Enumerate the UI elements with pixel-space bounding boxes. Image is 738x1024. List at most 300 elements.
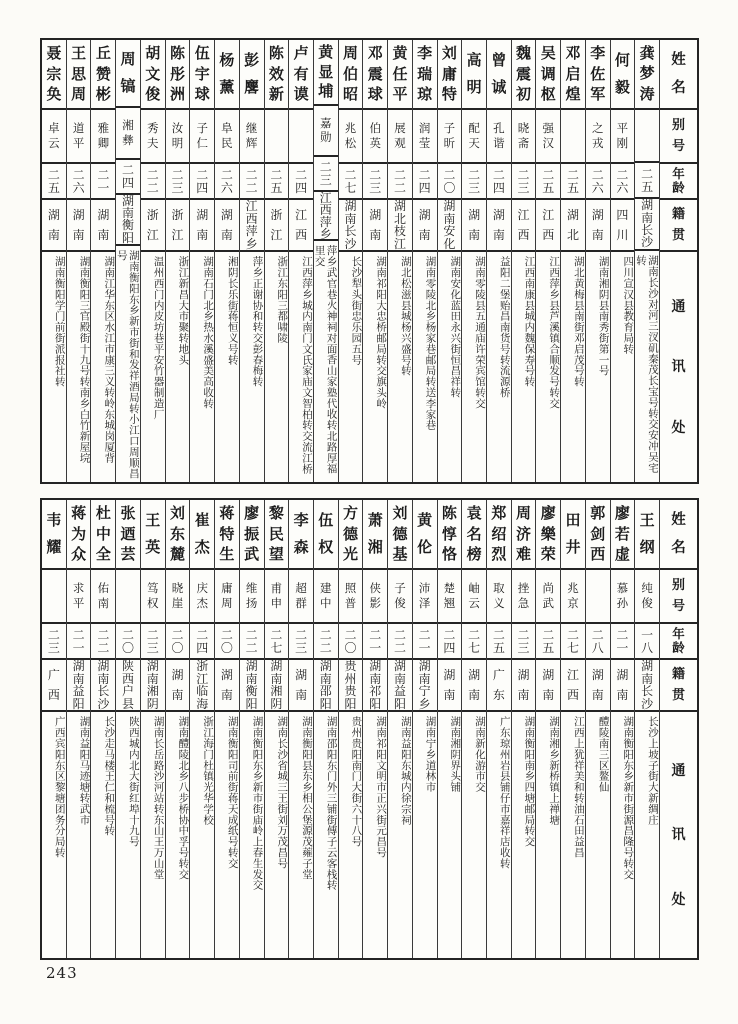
glyph: 〇	[171, 640, 184, 655]
glyph: 惇	[441, 524, 457, 543]
glyph: 方	[343, 503, 359, 522]
glyph: 南	[492, 228, 505, 243]
person-native	[141, 200, 165, 252]
glyph: 二	[122, 163, 135, 178]
person-alias	[67, 570, 91, 624]
person-native	[413, 660, 437, 712]
person-column	[362, 40, 387, 482]
person-name	[388, 40, 412, 110]
glyph: 众	[71, 545, 87, 564]
glyph: 江	[245, 200, 258, 214]
glyph: 权	[147, 595, 159, 610]
glyph: 衡	[122, 218, 135, 233]
glyph: 湖	[369, 660, 382, 674]
person-age	[190, 164, 214, 200]
person-alias	[190, 110, 214, 164]
glyph: 二	[542, 167, 555, 182]
glyph: 佐	[590, 64, 606, 83]
person-age	[487, 624, 511, 660]
person-address: 湖南宁乡道林市	[424, 716, 437, 793]
glyph: 湖	[616, 667, 629, 682]
glyph: 南	[517, 688, 530, 703]
glyph: 迺	[120, 524, 136, 543]
glyph: 南	[418, 228, 431, 243]
person-address: 湖南安化蓝田永兴街恒昌祥转	[449, 256, 462, 398]
glyph: 耀	[46, 538, 62, 557]
person-name	[289, 40, 313, 110]
glyph: 六	[220, 180, 233, 195]
glyph: 沙	[641, 696, 654, 711]
glyph: 浙	[196, 660, 209, 674]
person-name	[487, 500, 511, 570]
glyph: 麓	[169, 545, 185, 564]
person-age	[635, 624, 659, 660]
glyph: 申	[270, 595, 283, 610]
person-age	[635, 163, 659, 199]
glyph: 琼	[417, 85, 433, 104]
glyph: 为	[71, 524, 87, 543]
glyph: 八	[641, 640, 654, 655]
glyph: 黎	[268, 503, 284, 522]
person-name	[91, 500, 115, 570]
glyph: 二	[591, 627, 604, 642]
glyph: 济	[516, 524, 532, 543]
person-native	[487, 660, 511, 712]
glyph: 浙	[171, 207, 184, 222]
glyph: 李	[417, 43, 433, 62]
glyph: 湖	[393, 660, 406, 674]
person-age	[611, 624, 635, 660]
glyph: 俊	[394, 595, 406, 610]
person-column	[140, 40, 165, 482]
glyph: 二	[369, 167, 382, 182]
glyph: 阳	[369, 696, 382, 711]
glyph: 姓	[671, 511, 686, 528]
glyph: 二	[72, 167, 85, 182]
glyph: 伍	[318, 510, 334, 529]
person-alias	[116, 570, 140, 624]
glyph: 浙	[146, 207, 159, 222]
person-alias	[265, 570, 289, 624]
person-alias	[166, 110, 190, 164]
person-alias	[339, 570, 363, 624]
glyph: 杜	[95, 503, 111, 522]
person-address: 湖南邵阳东门外三铺街傅子云客栈转	[325, 716, 338, 891]
person-alias	[289, 110, 313, 164]
glyph: 二	[220, 167, 233, 182]
glyph: 挫	[517, 581, 530, 595]
person-age	[215, 164, 239, 200]
person-address: 四川宣汉县教育局转	[622, 256, 635, 355]
glyph: 西	[517, 228, 530, 243]
glyph: 建	[320, 581, 332, 595]
person-name	[67, 500, 91, 570]
glyph: 年	[672, 165, 685, 181]
glyph: 南	[641, 671, 654, 686]
glyph: 湖	[245, 660, 258, 674]
glyph: 刚	[616, 135, 629, 150]
glyph: 卢	[293, 43, 309, 62]
glyph: 湖	[591, 207, 604, 222]
glyph: 军	[590, 85, 606, 104]
person-name	[166, 40, 190, 110]
glyph: 二	[122, 627, 135, 642]
person-column	[634, 500, 659, 958]
glyph: 五	[542, 640, 555, 655]
person-name	[240, 40, 264, 110]
person-age	[413, 624, 437, 660]
person-address: 湖南衡阳南乡四塘邮局转交	[523, 716, 536, 847]
person-age	[314, 624, 338, 660]
glyph: 邓	[565, 43, 581, 62]
glyph: 二	[566, 167, 579, 182]
glyph: 二	[517, 167, 530, 182]
glyph: 镐	[120, 76, 136, 95]
person-address: 长沙犁头街忠乐园五号	[350, 256, 363, 365]
person-alias	[240, 110, 264, 164]
person-name	[635, 40, 659, 110]
person-column	[461, 500, 486, 958]
person-native	[487, 200, 511, 252]
glyph: 五	[566, 180, 579, 195]
header-name-label	[660, 500, 697, 570]
glyph: 二	[492, 167, 505, 182]
glyph: 义	[493, 595, 505, 610]
glyph: 二	[171, 627, 184, 642]
glyph: 名	[671, 538, 686, 556]
person-name	[116, 500, 140, 570]
glyph: 泽	[418, 595, 431, 610]
glyph: 伯	[343, 64, 359, 83]
glyph: 讯	[671, 359, 686, 375]
glyph: 纲	[639, 538, 655, 557]
glyph: 廖	[614, 503, 630, 522]
person-alias	[388, 570, 412, 624]
person-alias	[635, 110, 659, 164]
glyph: 洲	[169, 85, 185, 104]
glyph: 北	[566, 228, 579, 243]
person-address: 湖南衡阳东乡新市街庙岭上春生发交	[251, 716, 264, 891]
glyph: 道	[72, 121, 85, 135]
glyph: 阴	[146, 696, 159, 711]
person-native	[215, 660, 239, 712]
glyph: 湖	[295, 667, 308, 682]
person-age	[339, 624, 363, 660]
glyph: 四	[122, 176, 135, 191]
person-native	[462, 200, 486, 252]
glyph: 七	[468, 640, 481, 655]
person-age	[91, 164, 115, 200]
glyph: 六	[591, 180, 604, 195]
glyph: 湘	[122, 118, 134, 133]
glyph: 西	[566, 688, 579, 703]
glyph: 刘	[392, 503, 408, 522]
glyph: 广	[47, 667, 60, 682]
glyph: 汉	[542, 135, 555, 150]
glyph: 一	[72, 640, 85, 655]
person-address: 湘阴长乐街蒋恒义号转	[226, 256, 239, 365]
glyph: 武	[542, 595, 555, 610]
glyph: 中	[95, 524, 111, 543]
glyph: 俊	[641, 595, 653, 610]
glyph: 王	[145, 510, 161, 529]
glyph: 二	[566, 627, 579, 642]
person-alias	[512, 110, 536, 164]
person-name	[190, 500, 214, 570]
glyph: 宁	[418, 684, 431, 699]
glyph: 阳	[122, 230, 135, 245]
person-age	[561, 164, 585, 200]
person-column	[165, 500, 190, 958]
glyph: 调	[540, 64, 556, 83]
glyph: 南	[369, 671, 382, 686]
person-address: 浙江新昌大市聚转地头	[177, 256, 190, 365]
person-native	[611, 200, 635, 252]
glyph: 二	[220, 627, 233, 642]
person-age	[91, 624, 115, 660]
person-column	[214, 500, 239, 958]
glyph: 民	[268, 524, 284, 543]
glyph: 一	[641, 627, 654, 642]
glyph: 江	[319, 191, 332, 205]
glyph: 廖	[244, 503, 260, 522]
glyph: 二	[146, 627, 159, 642]
header-native-label	[660, 660, 697, 712]
glyph: 超	[295, 581, 307, 595]
glyph: 湖	[468, 667, 481, 682]
person-column	[214, 40, 239, 482]
glyph: 长	[344, 224, 357, 239]
person-address: 湖南长岳路沙河站转东山王万山堂	[152, 716, 165, 880]
glyph: 二	[393, 167, 406, 182]
person-age	[166, 624, 190, 660]
glyph: 名	[466, 524, 482, 543]
person-address: 江西南康县城内魏保寿号转	[523, 256, 536, 387]
glyph: 益	[393, 684, 406, 699]
person-alias	[413, 110, 437, 164]
glyph: 七	[344, 180, 357, 195]
person-native	[289, 200, 313, 252]
glyph: 二	[72, 627, 85, 642]
glyph: 生	[219, 545, 235, 564]
glyph: 芸	[120, 545, 136, 564]
person-column	[412, 40, 437, 482]
glyph: 周	[343, 43, 359, 62]
person-name	[536, 40, 560, 110]
person-column	[165, 40, 190, 482]
glyph: 群	[295, 595, 307, 610]
glyph: 曾	[491, 50, 507, 69]
person-column	[560, 500, 585, 958]
glyph: 八	[591, 640, 604, 655]
glyph: 刘	[169, 503, 185, 522]
person-address: 湖南衡阳司前街蒋天成纸号转交	[226, 716, 239, 869]
person-name	[67, 40, 91, 110]
person-address: 湖南零陵县五通庙许荣宾馆转交	[473, 256, 486, 409]
glyph: 南	[220, 688, 233, 703]
person-native	[314, 660, 338, 712]
person-native	[339, 200, 363, 252]
person-alias	[462, 110, 486, 164]
glyph: 二	[468, 627, 481, 642]
person-name	[190, 40, 214, 110]
glyph: 昭	[343, 85, 359, 104]
glyph: 急	[517, 595, 530, 610]
person-age	[116, 160, 140, 195]
glyph: 难	[516, 545, 532, 564]
glyph: 樂	[540, 524, 556, 543]
person-native	[67, 200, 91, 252]
person-native	[462, 660, 486, 712]
person-alias	[314, 106, 338, 157]
glyph: 王	[71, 43, 87, 62]
glyph: 二	[245, 180, 258, 195]
glyph: 〇	[122, 640, 135, 655]
glyph: 楚	[443, 581, 456, 595]
glyph: 湖	[270, 660, 283, 674]
person-name	[363, 500, 387, 570]
glyph: 田	[565, 510, 581, 529]
glyph: 二	[245, 640, 258, 655]
glyph: 处	[671, 891, 686, 908]
person-column	[387, 40, 412, 482]
person-alias	[42, 570, 66, 624]
glyph: 南	[220, 228, 233, 243]
glyph: 杨	[219, 50, 235, 69]
glyph: 西	[590, 545, 606, 564]
header-native-label	[660, 200, 697, 252]
person-native	[388, 200, 412, 252]
glyph: 二	[97, 627, 110, 642]
person-age	[314, 157, 338, 191]
glyph: 二	[97, 167, 110, 182]
glyph: 〇	[220, 640, 233, 655]
glyph: 贯	[671, 688, 685, 703]
glyph: 胡	[145, 43, 161, 62]
glyph: 周	[120, 49, 136, 68]
person-name	[462, 500, 486, 570]
glyph: 刘	[441, 43, 457, 62]
glyph: 西	[542, 228, 555, 243]
glyph: 云	[48, 135, 60, 150]
glyph: 权	[318, 538, 334, 557]
glyph: 强	[542, 121, 555, 135]
person-address: 湖南江华东区水江市康三义转岭东城岗厦背	[103, 256, 116, 464]
person-column	[610, 40, 635, 482]
person-age	[141, 164, 165, 200]
glyph: 临	[196, 684, 209, 699]
glyph: 湖	[146, 660, 159, 674]
glyph: 彭	[244, 50, 260, 69]
glyph: 江	[566, 667, 579, 682]
glyph: 子	[196, 121, 208, 135]
person-native	[166, 200, 190, 252]
person-name	[141, 500, 165, 570]
glyph: 维	[245, 581, 258, 595]
glyph: 别	[671, 117, 685, 133]
glyph: 浙	[270, 207, 283, 222]
glyph: 俊	[145, 85, 161, 104]
person-alias	[91, 110, 115, 164]
glyph: 思	[71, 64, 87, 83]
person-alias	[42, 110, 66, 164]
person-native	[363, 200, 387, 252]
glyph: 四	[196, 640, 209, 655]
glyph: 吴	[540, 43, 556, 62]
glyph: 尚	[542, 581, 555, 595]
glyph: 西	[245, 211, 258, 226]
person-native	[141, 660, 165, 712]
glyph: 南	[542, 688, 555, 703]
glyph: 中	[320, 595, 332, 610]
header-alias-label	[660, 570, 697, 624]
glyph: 丘	[95, 43, 111, 62]
glyph: 三	[517, 640, 530, 655]
person-age	[289, 164, 313, 200]
person-column	[634, 40, 659, 482]
person-native	[635, 199, 659, 251]
glyph: 三	[47, 640, 60, 655]
person-native	[512, 660, 536, 712]
glyph: 贵	[344, 684, 357, 699]
person-address: 湖南石门北乡热水溪盛美高收转	[202, 256, 215, 409]
person-address: 萍乡正谢协和转交彭春梅转	[251, 256, 264, 387]
person-age	[116, 624, 140, 660]
glyph: 任	[392, 64, 408, 83]
glyph: 南	[97, 595, 110, 610]
person-native	[42, 200, 66, 252]
glyph: 益	[72, 684, 85, 699]
person-age	[536, 164, 560, 200]
glyph: 二	[270, 167, 283, 182]
person-native	[240, 200, 264, 252]
glyph: 衡	[245, 684, 258, 699]
glyph: 二	[641, 166, 654, 181]
person-column	[239, 500, 264, 958]
glyph: 湖	[641, 660, 654, 674]
glyph: 广	[492, 667, 505, 682]
glyph: 卓	[48, 121, 60, 135]
glyph: 邓	[367, 43, 383, 62]
person-column	[90, 500, 115, 958]
person-address: 贵州贵阳南门大街六十八号	[350, 716, 363, 847]
person-address: 益阳二堡贻昌南货号转流源桥	[498, 256, 511, 398]
person-name	[611, 40, 635, 110]
glyph: 庸	[441, 64, 457, 83]
person-column	[535, 500, 560, 958]
person-name	[561, 500, 585, 570]
glyph: 伍	[194, 43, 210, 62]
glyph: 二	[295, 167, 308, 182]
glyph: 一	[97, 180, 110, 195]
glyph: 阳	[393, 696, 406, 711]
glyph: 黄	[392, 43, 408, 62]
person-column	[42, 500, 66, 958]
glyph: 江	[295, 207, 308, 222]
glyph: 望	[268, 545, 284, 564]
glyph: 龄	[672, 180, 685, 195]
person-address: 湖南湘阴县南秀街第一号	[597, 256, 610, 376]
glyph: 乡	[418, 696, 431, 711]
glyph: 二	[418, 167, 431, 182]
person-address: 湖南醴陵北乡八步桥协中孚号转交	[177, 716, 190, 880]
person-native	[561, 200, 585, 252]
glyph: 二	[171, 167, 184, 182]
glyph: 江	[146, 228, 159, 243]
glyph: 平	[72, 135, 85, 150]
glyph: 西	[47, 688, 60, 703]
person-native	[388, 660, 412, 712]
